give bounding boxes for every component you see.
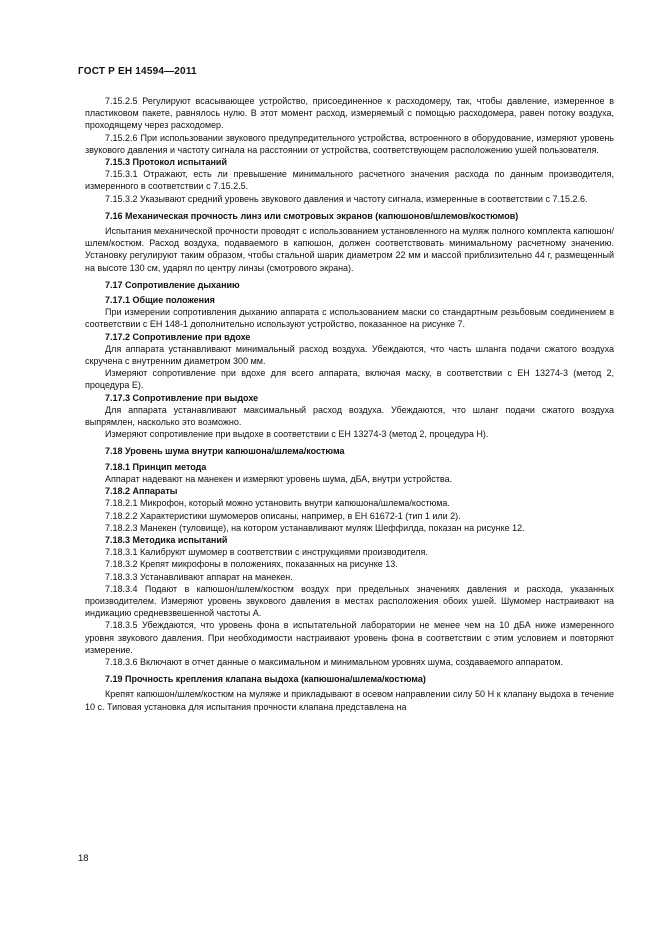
section-heading: 7.16 Механическая прочность линз или смотровых экранов (капюшонов/шлемов/костюмов) [105, 210, 519, 221]
section-heading: 7.17.1 Общие положения [105, 295, 215, 306]
paragraph: 7.15.2.6 При использовании звукового предупредительного устройства, встроенного в оборудование, измеряют уровень звукового давления и частоту сигнала на расстоянии от устройства, соответствующем расположению ушей пользователя. [85, 132, 614, 155]
page-number: 18 [78, 853, 89, 864]
paragraph: 7.18.2.2 Характеристики шумомеров описаны, например, в ЕН 61672-1 (тип 1 или 2). [105, 510, 461, 521]
paragraph: Для аппарата устанавливают минимальный расход воздуха. Убеждаются, что часть шланга подачи сжатого воздуха скручена с внутренним диаметром 300 мм. [85, 343, 614, 367]
section-heading: 7.17.3 Сопротивление при выдохе [105, 392, 259, 403]
section-heading: 7.18 Уровень шума внутри капюшона/шлема/костюма [105, 446, 345, 457]
section-heading: 7.15.3 Протокол испытаний [105, 157, 228, 168]
paragraph: 7.18.2.1 Микрофон, который можно установить внутри капюшона/шлема/костюма. [105, 498, 450, 509]
paragraph: 7.15.2.5 Регулируют всасывающее устройство, присоединенное к расходомеру, так, чтобы давление, измеренное в пластиковом пакете, равнялось нулю. В этот момент расход, измеряемый с помощью расходомера, равен потоку воздуха, проходящему через расходомер. [85, 96, 614, 131]
section-heading: 7.18.1 Принцип метода [105, 461, 207, 472]
paragraph: 7.18.2.3 Манекен (туловище), на котором устанавливают муляж Шеффилда, показан на рисунке 12. [105, 522, 525, 533]
section-heading: 7.17.2 Сопротивление при вдохе [105, 331, 251, 342]
paragraph: Измеряют сопротивление при вдохе для всего аппарата, включая маску, в соответствии с ЕН 13274-3 (метод 2, процедура Е). [85, 368, 614, 391]
paragraph: При измерении сопротивления дыханию аппарата с использованием маски со стандартным резьбовым соединением в соответствии с ЕН 148-1 дополнительно используют устройство, показанное на рисунке 7. [85, 307, 614, 330]
section-heading: 7.18.2 Аппараты [105, 486, 178, 497]
paragraph: 7.15.3.1 Отражают, есть ли превышение минимального расчетного значения расхода по данным производителя, измеренного в соответствии с 7.15.2.5. [85, 169, 614, 192]
paragraph: 7.18.3.2 Крепят микрофоны в положениях, показанных на рисунке 13. [105, 559, 398, 570]
document-body [85, 95, 614, 713]
paragraph: Измеряют сопротивление при выдохе в соответствии с ЕН 13274-3 (метод 2, процедура Н). [105, 429, 489, 440]
paragraph: Аппарат надевают на манекен и измеряют уровень шума, дБА, внутри устройства. [105, 473, 453, 484]
paragraph: Испытания механической прочности проводят с использованием установленного на муляж полного комплекта капюшон/шлем/костюм. Расход воздуха, подаваемого в капюшон, должен соответствовать минимальному расчетному значению. Установку регулируют таким образом, чтобы стальной шарик диаметром 22 мм и массой приблизительно 44 г, размещенный на высоте 130 см, ударял по центру линзы (смотрового экрана). [85, 226, 614, 273]
paragraph: 7.18.3.1 Калибруют шумомер в соответствии с инструкциями производителя. [105, 547, 428, 558]
section-heading: 7.18.3 Методика испытаний [105, 534, 228, 545]
paragraph: Крепят капюшон/шлем/костюм на муляже и прикладывают в осевом направлении силу 50 Н к клапану выдоха в течение 10 с. Типовая установка для испытания прочности клапана представлена на [85, 689, 614, 712]
section-heading: 7.19 Прочность крепления клапана выдоха (капюшона/шлема/костюма) [105, 674, 426, 685]
paragraph: Для аппарата устанавливают максимальный расход воздуха. Убеждаются, что шланг подачи сжатого воздуха выпрямлен, насколько это возможно. [85, 404, 614, 428]
paragraph: 7.18.3.6 Включают в отчет данные о максимальном и минимальном уровнях шума, создаваемого аппаратом. [105, 656, 564, 667]
document-header: ГОСТ Р ЕН 14594—2011 [78, 66, 197, 77]
section-heading: 7.17 Сопротивление дыханию [105, 279, 240, 290]
paragraph: 7.18.3.3 Устанавливают аппарат на манекен. [105, 571, 293, 582]
paragraph: 7.15.3.2 Указывают средний уровень звукового давления и частоту сигнала, измеренные в соответствии с 7.15.2.6. [105, 193, 588, 204]
paragraph: 7.18.3.5 Убеждаются, что уровень фона в испытательной лаборатории не менее чем на 10 дБА ниже измеренного уровня звукового давления. При необходимости настраивают уровень фона в соответствии с этим условием и повторяют измерение. [85, 620, 614, 655]
paragraph: 7.18.3.4 Подают в капюшон/шлем/костюм воздух при предельных значениях давления и расхода, указанных производителем. Измеряют уровень звукового давления в местах расположения обоих ушей. Шумомер настраивают на индикацию средневзвешенной частоты А. [85, 583, 614, 619]
